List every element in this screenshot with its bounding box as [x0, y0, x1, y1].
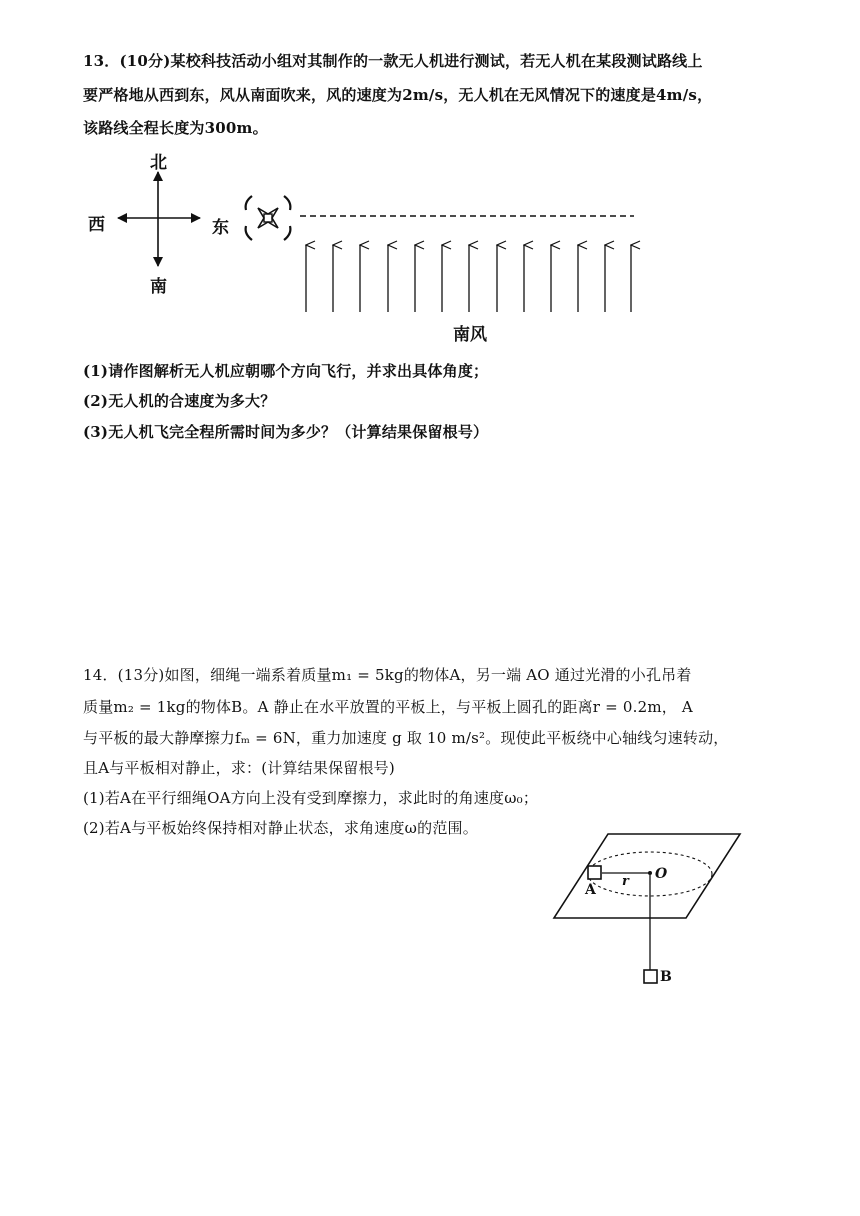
q13-line-2: 要严格地从西到东，风从南面吹来，风的速度为2m/s，无人机在无风情况下的速度是4m/s，: [83, 86, 713, 104]
q14-line-3: 与平板的最大静摩擦力fₘ = 6N，重力加速度 g 取 10 m/s²。现使此平板绕中心轴线匀速转动，: [83, 729, 729, 747]
figure-label-o: O: [655, 866, 668, 882]
q14-sub-2: (2)若A与平板始终保持相对静止状态，求角速度ω的范围。: [83, 819, 478, 837]
block-b: [644, 970, 657, 983]
wind-arrows: [306, 245, 631, 312]
compass-south-label: 南: [150, 277, 167, 297]
compass-west-label: 西: [88, 215, 105, 235]
q14-line-4: 且A与平板相对静止，求：(计算结果保留根号): [83, 759, 395, 777]
block-a: [588, 866, 601, 879]
q13-sub-3: (3)无人机飞完全程所需时间为多少？（计算结果保留根号）: [83, 423, 489, 441]
compass-east-label: 东: [212, 218, 229, 238]
compass-north-label: 北: [150, 153, 167, 173]
q14-line-1: 14．(13分)如图，细绳一端系着质量m₁ = 5kg的物体A，另一端 AO 通过光滑的小孔吊着: [83, 666, 692, 684]
q13-line-3: 该路线全程长度为300m。: [83, 119, 268, 137]
q13-sub-1: (1)请作图解析无人机应朝哪个方向飞行，并求出具体角度；: [83, 362, 489, 380]
figure-label-a: A: [585, 882, 596, 898]
wind-label: 南风: [453, 325, 487, 345]
figure-label-r: r: [622, 874, 629, 889]
q14-figure: [554, 834, 740, 983]
q13-line-1: 13．(10分)某校科技活动小组对其制作的一款无人机进行测试，若无人机在某段测试路线上: [83, 52, 703, 70]
compass: [118, 172, 200, 266]
figure-label-b: B: [660, 969, 672, 985]
q14-line-2: 质量m₂ = 1kg的物体B。A 静止在水平放置的平板上，与平板上圆孔的距离r = 0.2m， A: [83, 698, 693, 716]
q13-sub-2: (2)无人机的合速度为多大？: [83, 392, 276, 410]
q14-sub-1: (1)若A在平行细绳OA方向上没有受到摩擦力，求此时的角速度ω₀；: [83, 789, 539, 807]
hole-o: [648, 871, 652, 875]
drone-icon: [246, 196, 291, 240]
